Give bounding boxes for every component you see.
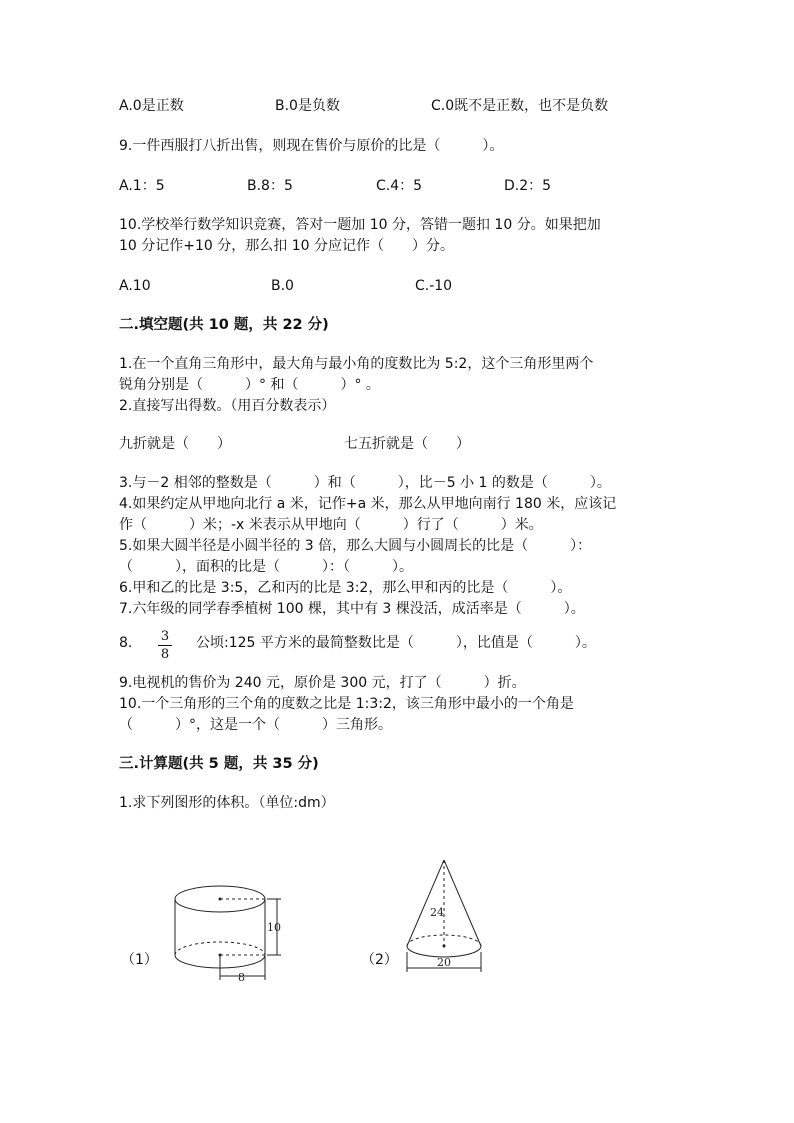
- cylinder-figure: [165, 878, 295, 986]
- q9-option-d: D.2：5: [504, 178, 552, 194]
- fill-q5-line2: （ ），面积的比是（ ）：（ ）。: [119, 559, 413, 575]
- fill-q10-line2: （ ）°，这是一个（ ）三角形。: [119, 717, 392, 733]
- q9-option-c: C.4：5: [376, 178, 423, 194]
- fill-q10-line1: 10.一个三角形的三个角的度数之比是 1:3:2，该三角形中最小的一个角是: [119, 696, 574, 712]
- q9-stem: 9.一件西服打八折出售，则现在售价与原价的比是（ ）。: [119, 138, 504, 154]
- cone-height-label: 24: [430, 906, 444, 919]
- cylinder-diameter-label: 8: [238, 971, 245, 984]
- cone-right-slant: [444, 860, 481, 946]
- fraction-numerator: 3: [160, 629, 170, 644]
- fill-q2-part-b: 七五折就是（ ）: [344, 436, 470, 452]
- fill-q3: 3.与－2 相邻的整数是（ ）和（ ），比－5 小 1 的数是（ ）。: [119, 475, 611, 491]
- q9-option-a: A.1：5: [119, 178, 165, 194]
- fill-q8-fraction: [158, 628, 172, 663]
- fraction-bar: [158, 645, 172, 646]
- fill-q5-line1: 5.如果大圆半径是小圆半径的 3 倍，那么大圆与小圆周长的比是（ ）：: [119, 538, 592, 554]
- figure2-label: （2）: [361, 952, 398, 968]
- fill-q2-part-a: 九折就是（ ）: [119, 436, 231, 452]
- q8-option-a: A.0是正数: [119, 98, 184, 114]
- section3-heading: 三.计算题(共 5 题，共 35 分): [119, 756, 319, 772]
- fraction-denominator: 8: [160, 647, 170, 662]
- q8-option-b: B.0是负数: [275, 98, 340, 114]
- cylinder-height-label: 10: [267, 921, 281, 934]
- fill-q1-line1: 1.在一个直角三角形中，最大角与最小角的度数比为 5:2，这个三角形里两个: [119, 356, 594, 372]
- cylinder-top-center: [219, 898, 222, 901]
- cone-diameter-label: 20: [437, 956, 451, 969]
- q10-option-c: C.-10: [415, 278, 453, 294]
- cone-left-slant: [407, 860, 444, 946]
- cone-figure: [402, 856, 490, 978]
- fill-q1-line2: 锐角分别是（ ）° 和（ ）° 。: [119, 377, 380, 393]
- fill-q9: 9.电视机的售价为 240 元，原价是 300 元，打了（ ）折。: [119, 675, 526, 691]
- q10-stem-line1: 10.学校举行数学知识竞赛，答对一题加 10 分，答错一题扣 10 分。如果把加: [119, 217, 601, 233]
- q10-option-b: B.0: [271, 278, 294, 294]
- cone-base-center: [443, 945, 446, 948]
- calc-q1: 1.求下列图形的体积。（单位:dm）: [119, 795, 335, 811]
- q8-option-c: C.0既不是正数，也不是负数: [431, 98, 609, 114]
- q10-stem-line2: 10 分记作+10 分，那么扣 10 分应记作（ ）分。: [119, 238, 454, 254]
- fill-q4-line1: 4.如果约定从甲地向北行 a 米，记作+a 米，那么从甲地向南行 180 米，应该记: [119, 496, 617, 512]
- q10-option-a: A.10: [119, 278, 151, 294]
- fill-q2: 2.直接写出得数。（用百分数表示）: [119, 398, 336, 414]
- figure1-label: （1）: [121, 952, 158, 968]
- cylinder-bottom-center: [219, 954, 222, 957]
- cylinder-bottom-back: [175, 942, 265, 955]
- fill-q7: 7.六年级的同学春季植树 100 棵，其中有 3 棵没活，成活率是（ ）。: [119, 601, 585, 617]
- fill-q4-line2: 作（ ）米；-x 米表示从甲地向（ ）行了（ ）米。: [119, 517, 543, 533]
- q9-option-b: B.8：5: [247, 178, 293, 194]
- fill-q8-text: 公顷:125 平方米的最简整数比是（ ），比值是（ ）。: [196, 635, 596, 651]
- fill-q8-number: 8.: [119, 635, 133, 651]
- fill-q6: 6.甲和乙的比是 3:5，乙和丙的比是 3:2，那么甲和丙的比是（ ）。: [119, 580, 572, 596]
- section2-heading: 二.填空题(共 10 题，共 22 分): [119, 317, 329, 333]
